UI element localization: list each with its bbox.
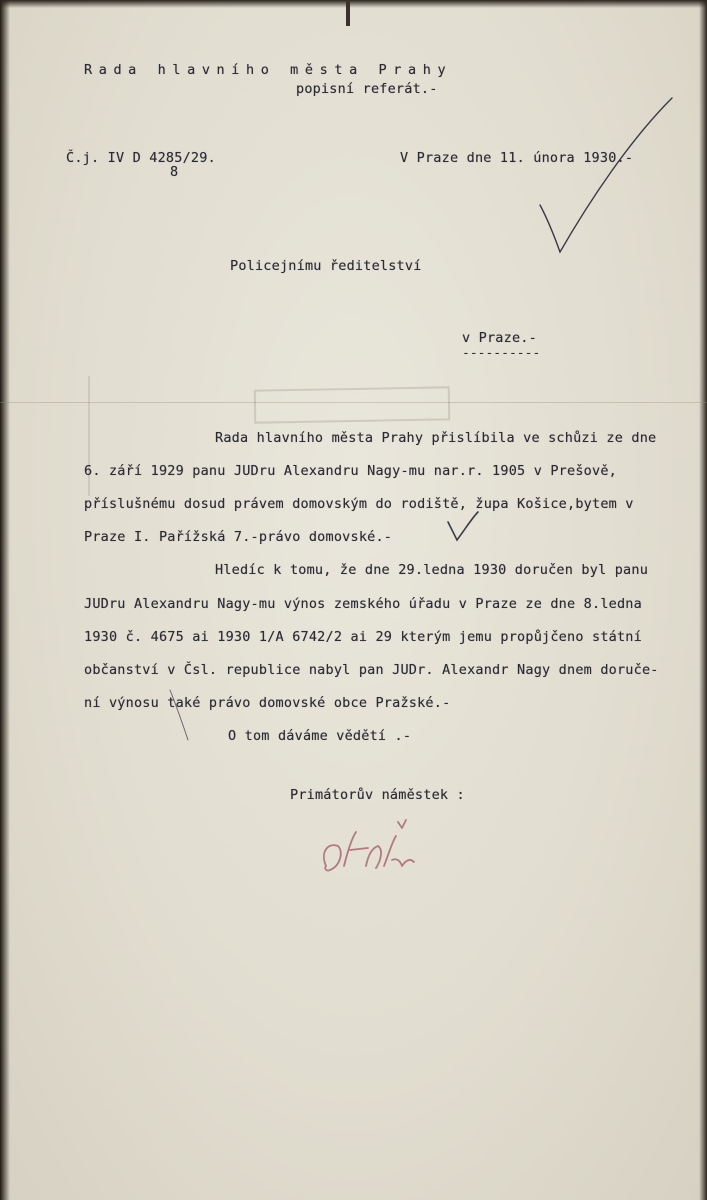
scan-edge-left	[0, 0, 10, 1200]
body-line-10: O tom dáváme vědětí .-	[228, 728, 412, 744]
body-line-7: 1930 č. 4675 ai 1930 1/A 6742/2 ai 29 kterým jemu propůjčeno státní	[84, 629, 642, 645]
recipient-place: v Praze.-	[462, 330, 537, 346]
recipient-underline: ----------	[462, 346, 541, 361]
body-line-1: Rada hlavního města Prahy přislíbila ve schůzi ze dne	[215, 430, 657, 446]
body-line-8: občanství v Čsl. republice nabyl pan JUDr. Alexandr Nagy dnem doruče-	[84, 662, 659, 678]
letterhead-institution: Rada hlavního města Prahy	[84, 62, 453, 78]
letterhead-department: popisní referát.-	[296, 81, 438, 97]
paper-tear-mark	[346, 0, 350, 26]
signature-scribble	[324, 820, 414, 871]
body-line-9: ní výnosu také právo domovské obce Pražské.-	[84, 695, 451, 711]
body-line-2: 6. září 1929 panu JUDru Alexandru Nagy-mu nar.r. 1905 v Prešově,	[84, 463, 617, 479]
scan-edge-top	[0, 0, 707, 8]
pencil-tick-mark	[448, 512, 478, 540]
pencil-check-mark	[540, 98, 672, 252]
body-line-4: Praze I. Pařížská 7.-právo domovské.-	[84, 529, 393, 545]
scan-edge-right	[699, 0, 707, 1200]
body-line-3: příslušnému dosud právem domovským do rodiště, župa Košice,bytem v	[84, 496, 634, 512]
recipient-name: Policejnímu ředitelství	[230, 258, 422, 274]
reference-sub-number: 8	[170, 164, 179, 180]
closing-title: Primátorův náměstek :	[290, 787, 465, 803]
reference-number: Č.j. IV D 4285/29.	[66, 150, 216, 166]
body-line-6: JUDru Alexandru Nagy-mu výnos zemského úřadu v Praze ze dne 8.ledna	[84, 596, 642, 612]
faded-stamp-bleedthrough	[254, 386, 451, 423]
body-line-5: Hledíc k tomu, že dne 29.ledna 1930 doručen byl panu	[215, 562, 649, 578]
place-and-date: V Praze dne 11. února 1930.-	[400, 150, 634, 166]
